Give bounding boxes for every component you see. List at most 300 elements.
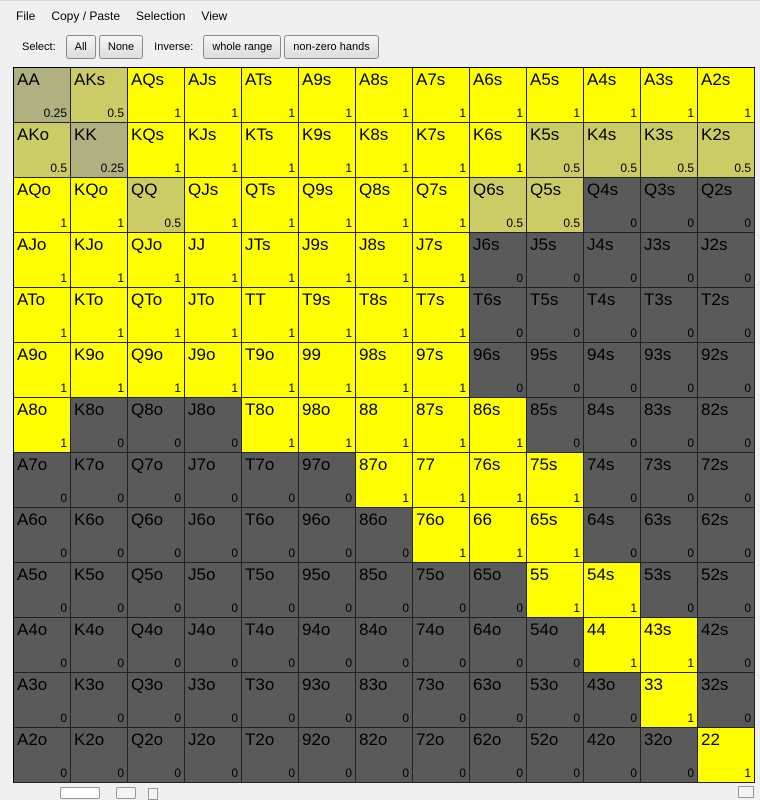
- hand-frequency: 1: [687, 106, 694, 120]
- hand-frequency: 1: [117, 381, 124, 395]
- hand-cell[interactable]: [698, 618, 755, 673]
- hand-label: JTs: [245, 235, 271, 254]
- hand-cell[interactable]: [413, 728, 470, 783]
- hand-cell[interactable]: [470, 123, 527, 178]
- hand-cell[interactable]: [413, 288, 470, 343]
- bottom-checkbox[interactable]: [148, 788, 158, 800]
- hand-frequency: 0: [288, 491, 295, 505]
- hand-cell[interactable]: [242, 563, 299, 618]
- hand-label: T2s: [701, 290, 730, 309]
- hand-cell[interactable]: [356, 398, 413, 453]
- hand-cell[interactable]: [698, 673, 755, 728]
- hand-cell[interactable]: [185, 123, 242, 178]
- bottom-input-field[interactable]: [60, 787, 100, 799]
- hand-frequency: 0: [573, 381, 580, 395]
- hand-frequency: 1: [345, 271, 352, 285]
- hand-label: 65o: [473, 565, 502, 584]
- hand-cell[interactable]: [71, 673, 128, 728]
- hand-label: A7o: [17, 455, 48, 474]
- hand-cell[interactable]: [71, 123, 128, 178]
- hand-cell[interactable]: [128, 343, 185, 398]
- hand-cell[interactable]: [128, 123, 185, 178]
- hand-label: K7o: [74, 455, 105, 474]
- hand-cell[interactable]: [356, 618, 413, 673]
- hand-frequency: 0: [117, 546, 124, 560]
- hand-frequency: 0: [231, 766, 238, 780]
- hand-cell[interactable]: [71, 618, 128, 673]
- hand-cell[interactable]: [185, 563, 242, 618]
- hand-cell[interactable]: [641, 123, 698, 178]
- menu-view[interactable]: View: [201, 8, 228, 23]
- hand-cell[interactable]: [299, 673, 356, 728]
- hand-cell[interactable]: [14, 728, 71, 783]
- hand-label: 84s: [587, 400, 615, 419]
- hand-cell[interactable]: [470, 178, 527, 233]
- hand-frequency: 1: [573, 546, 580, 560]
- hand-cell[interactable]: [14, 178, 71, 233]
- hand-cell[interactable]: [413, 233, 470, 288]
- hand-cell[interactable]: [242, 288, 299, 343]
- hand-label: 55: [530, 565, 549, 584]
- hand-cell[interactable]: [242, 68, 299, 123]
- hand-cell[interactable]: [641, 233, 698, 288]
- menu-copy-paste[interactable]: Copy / Paste: [51, 8, 121, 23]
- select-all-button[interactable]: All: [66, 35, 96, 59]
- hand-cell[interactable]: [185, 728, 242, 783]
- hand-cell[interactable]: [71, 233, 128, 288]
- hand-cell[interactable]: [14, 563, 71, 618]
- hand-cell[interactable]: [413, 453, 470, 508]
- hand-cell[interactable]: [470, 563, 527, 618]
- hand-label: 44: [587, 620, 606, 639]
- hand-cell[interactable]: [698, 123, 755, 178]
- hand-cell[interactable]: [413, 68, 470, 123]
- hand-frequency: 0: [60, 656, 67, 670]
- hand-cell[interactable]: [527, 728, 584, 783]
- hand-label: T5o: [245, 565, 275, 584]
- hand-label: TT: [245, 290, 266, 309]
- hand-label: 96s: [473, 345, 501, 364]
- hand-label: KQo: [74, 180, 109, 199]
- hand-label: 93o: [302, 675, 331, 694]
- hand-cell[interactable]: [527, 123, 584, 178]
- hand-label: K8s: [359, 125, 389, 144]
- hand-label: 32s: [701, 675, 729, 694]
- hand-label: J9s: [302, 235, 329, 254]
- hand-frequency: 0: [459, 711, 466, 725]
- hand-label: J4o: [188, 620, 216, 639]
- hand-label: T9o: [245, 345, 275, 364]
- hand-cell[interactable]: [71, 508, 128, 563]
- hand-cell[interactable]: [242, 233, 299, 288]
- bottom-right-button[interactable]: [738, 786, 754, 798]
- hand-frequency: 0.5: [164, 216, 181, 230]
- hand-cell[interactable]: [698, 178, 755, 233]
- hand-frequency: 0.5: [107, 106, 124, 120]
- hand-label: KTs: [245, 125, 274, 144]
- hand-cell[interactable]: [641, 508, 698, 563]
- hand-cell[interactable]: [242, 398, 299, 453]
- hand-label: AQs: [131, 70, 165, 89]
- hand-frequency: 1: [231, 326, 238, 340]
- hand-cell[interactable]: [14, 233, 71, 288]
- hand-cell[interactable]: [413, 343, 470, 398]
- hand-cell[interactable]: [470, 233, 527, 288]
- hand-label: 86o: [359, 510, 388, 529]
- hand-frequency: 1: [573, 106, 580, 120]
- hand-cell[interactable]: [128, 398, 185, 453]
- hand-cell[interactable]: [14, 288, 71, 343]
- hand-frequency: 0: [345, 546, 352, 560]
- hand-label: K4s: [587, 125, 617, 144]
- hand-cell[interactable]: [698, 508, 755, 563]
- hand-cell[interactable]: [584, 343, 641, 398]
- inverse-whole-range-button[interactable]: whole range: [203, 35, 281, 59]
- hand-frequency: 0: [345, 656, 352, 670]
- hand-cell[interactable]: [698, 288, 755, 343]
- hand-cell[interactable]: [527, 288, 584, 343]
- hand-cell[interactable]: [413, 398, 470, 453]
- hand-frequency: 0: [687, 546, 694, 560]
- hand-cell[interactable]: [698, 398, 755, 453]
- hand-cell[interactable]: [356, 673, 413, 728]
- hand-label: 52o: [530, 730, 559, 749]
- hand-cell[interactable]: [14, 123, 71, 178]
- hand-label: T3s: [644, 290, 673, 309]
- hand-cell[interactable]: [242, 178, 299, 233]
- hand-cell[interactable]: [584, 178, 641, 233]
- hand-cell[interactable]: [356, 343, 413, 398]
- hand-cell[interactable]: [185, 178, 242, 233]
- hand-label: K5s: [530, 125, 560, 144]
- hand-cell[interactable]: [128, 453, 185, 508]
- hand-frequency: 0: [174, 766, 181, 780]
- hand-label: K3o: [74, 675, 105, 694]
- hand-label: QQ: [131, 180, 158, 199]
- hand-cell[interactable]: [242, 343, 299, 398]
- hand-label: 73o: [416, 675, 445, 694]
- hand-cell[interactable]: [71, 178, 128, 233]
- hand-cell[interactable]: [584, 123, 641, 178]
- hand-cell[interactable]: [14, 673, 71, 728]
- hand-cell[interactable]: [470, 453, 527, 508]
- hand-cell[interactable]: [641, 178, 698, 233]
- hand-frequency: 0: [174, 711, 181, 725]
- hand-cell[interactable]: [299, 288, 356, 343]
- hand-cell[interactable]: [527, 673, 584, 728]
- hand-cell[interactable]: [185, 233, 242, 288]
- hand-cell[interactable]: [470, 398, 527, 453]
- hand-cell[interactable]: [242, 673, 299, 728]
- hand-cell[interactable]: [527, 343, 584, 398]
- hand-cell[interactable]: [71, 398, 128, 453]
- hand-label: K2s: [701, 125, 731, 144]
- hand-frequency: 0.5: [620, 161, 637, 175]
- hand-cell[interactable]: [584, 68, 641, 123]
- hand-label: A3o: [17, 675, 48, 694]
- hand-frequency: 1: [459, 326, 466, 340]
- hand-cell[interactable]: [14, 68, 71, 123]
- hand-cell[interactable]: [242, 453, 299, 508]
- hand-frequency: 0: [231, 601, 238, 615]
- hand-frequency: 0: [402, 656, 409, 670]
- hand-frequency: 0: [630, 711, 637, 725]
- hand-cell[interactable]: [299, 398, 356, 453]
- hand-frequency: 0: [288, 546, 295, 560]
- hand-label: 82s: [701, 400, 729, 419]
- hand-cell[interactable]: [698, 453, 755, 508]
- hand-cell[interactable]: [470, 343, 527, 398]
- hand-frequency: 1: [459, 436, 466, 450]
- hand-cell[interactable]: [71, 68, 128, 123]
- hand-cell[interactable]: [299, 453, 356, 508]
- hand-cell[interactable]: [128, 233, 185, 288]
- hand-cell[interactable]: [527, 398, 584, 453]
- hand-cell[interactable]: [641, 343, 698, 398]
- hand-label: Q7s: [416, 180, 448, 199]
- hand-frequency: 1: [630, 656, 637, 670]
- hand-frequency: 0: [687, 766, 694, 780]
- hand-label: A8o: [17, 400, 48, 419]
- hand-frequency: 1: [345, 326, 352, 340]
- hand-cell[interactable]: [185, 673, 242, 728]
- hand-cell[interactable]: [641, 288, 698, 343]
- hand-frequency: 0: [573, 766, 580, 780]
- hand-cell[interactable]: [470, 288, 527, 343]
- hand-cell[interactable]: [413, 178, 470, 233]
- hand-frequency: 0: [60, 711, 67, 725]
- hand-frequency: 1: [174, 161, 181, 175]
- hand-frequency: 0.5: [734, 161, 751, 175]
- hand-cell[interactable]: [14, 398, 71, 453]
- inverse-nonzero-hands-button[interactable]: non-zero hands: [284, 35, 378, 59]
- hand-cell[interactable]: [356, 288, 413, 343]
- hand-label: 98s: [359, 345, 387, 364]
- hand-frequency: 0: [117, 766, 124, 780]
- hand-frequency: 0: [231, 711, 238, 725]
- hand-cell[interactable]: [356, 233, 413, 288]
- hand-cell[interactable]: [698, 233, 755, 288]
- hand-frequency: 1: [174, 106, 181, 120]
- hand-frequency: 0: [744, 436, 751, 450]
- hand-label: AKs: [74, 70, 106, 89]
- hand-cell[interactable]: [185, 453, 242, 508]
- hand-label: 88: [359, 400, 378, 419]
- hand-frequency: 0: [231, 436, 238, 450]
- bottom-button[interactable]: [116, 787, 136, 799]
- hand-cell[interactable]: [299, 343, 356, 398]
- hand-frequency: 1: [288, 216, 295, 230]
- hand-label: 97o: [302, 455, 331, 474]
- hand-label: A9s: [302, 70, 332, 89]
- hand-cell[interactable]: [71, 343, 128, 398]
- hand-cell[interactable]: [641, 673, 698, 728]
- hand-cell[interactable]: [527, 178, 584, 233]
- hand-frequency: 1: [345, 106, 352, 120]
- menu-file[interactable]: File: [16, 8, 36, 23]
- hand-label: 66: [473, 510, 492, 529]
- hand-cell[interactable]: [128, 618, 185, 673]
- hand-cell[interactable]: [413, 563, 470, 618]
- hand-cell[interactable]: [299, 728, 356, 783]
- hand-cell[interactable]: [128, 728, 185, 783]
- hand-cell[interactable]: [128, 68, 185, 123]
- hand-cell[interactable]: [71, 563, 128, 618]
- hand-cell[interactable]: [641, 618, 698, 673]
- hand-cell[interactable]: [242, 618, 299, 673]
- hand-frequency: 1: [687, 711, 694, 725]
- hand-cell[interactable]: [470, 673, 527, 728]
- hand-cell[interactable]: [584, 508, 641, 563]
- hand-frequency: 1: [60, 436, 67, 450]
- hand-frequency: 0: [687, 601, 694, 615]
- hand-frequency: 0: [516, 656, 523, 670]
- hand-cell[interactable]: [584, 398, 641, 453]
- hand-cell[interactable]: [185, 68, 242, 123]
- hand-cell[interactable]: [71, 453, 128, 508]
- hand-cell[interactable]: [584, 673, 641, 728]
- hand-frequency: 1: [630, 601, 637, 615]
- hand-frequency: 0: [744, 711, 751, 725]
- hand-cell[interactable]: [641, 68, 698, 123]
- hand-cell[interactable]: [641, 453, 698, 508]
- select-none-button[interactable]: None: [99, 35, 143, 59]
- hand-label: 65s: [530, 510, 558, 529]
- hand-frequency: 0.5: [506, 216, 523, 230]
- hand-cell[interactable]: [14, 508, 71, 563]
- hand-cell[interactable]: [299, 178, 356, 233]
- hand-label: T3o: [245, 675, 275, 694]
- hand-label: K7s: [416, 125, 446, 144]
- hand-label: T7o: [245, 455, 275, 474]
- hand-cell[interactable]: [356, 563, 413, 618]
- hand-cell[interactable]: [71, 288, 128, 343]
- hand-label: T8o: [245, 400, 275, 419]
- selection-toolbar: [0, 34, 760, 60]
- hand-cell[interactable]: [413, 618, 470, 673]
- hand-cell[interactable]: [299, 563, 356, 618]
- hand-frequency: 0.25: [100, 161, 124, 175]
- hand-cell[interactable]: [299, 508, 356, 563]
- hand-frequency: 1: [630, 106, 637, 120]
- hand-cell[interactable]: [299, 618, 356, 673]
- hand-cell[interactable]: [14, 453, 71, 508]
- hand-cell[interactable]: [242, 728, 299, 783]
- hand-cell[interactable]: [185, 343, 242, 398]
- hand-label: K6s: [473, 125, 503, 144]
- hand-cell[interactable]: [698, 563, 755, 618]
- hand-cell[interactable]: [698, 343, 755, 398]
- hand-cell[interactable]: [584, 233, 641, 288]
- hand-frequency: 0.25: [43, 106, 67, 120]
- hand-cell[interactable]: [413, 123, 470, 178]
- hand-label: K2o: [74, 730, 105, 749]
- hand-cell[interactable]: [128, 563, 185, 618]
- hand-cell[interactable]: [185, 618, 242, 673]
- hand-frequency: 1: [459, 491, 466, 505]
- hand-cell[interactable]: [527, 618, 584, 673]
- hand-cell[interactable]: [584, 453, 641, 508]
- hand-cell[interactable]: [71, 728, 128, 783]
- hand-cell[interactable]: [14, 618, 71, 673]
- hand-cell[interactable]: [356, 178, 413, 233]
- hand-label: QTs: [245, 180, 276, 199]
- hand-cell[interactable]: [470, 728, 527, 783]
- hand-label: KK: [74, 125, 97, 144]
- hand-cell[interactable]: [14, 343, 71, 398]
- hand-label: 94o: [302, 620, 331, 639]
- hand-cell[interactable]: [584, 563, 641, 618]
- hand-cell[interactable]: [584, 288, 641, 343]
- menu-selection[interactable]: Selection: [136, 8, 186, 23]
- hand-cell[interactable]: [470, 618, 527, 673]
- hand-cell[interactable]: [185, 288, 242, 343]
- bottom-controls-strip: [0, 784, 760, 792]
- hand-cell[interactable]: [641, 563, 698, 618]
- hand-label: 98o: [302, 400, 331, 419]
- hand-cell[interactable]: [356, 453, 413, 508]
- hand-frequency: 0: [117, 711, 124, 725]
- hand-frequency: 1: [402, 491, 409, 505]
- hand-cell[interactable]: [413, 508, 470, 563]
- hand-cell[interactable]: [356, 68, 413, 123]
- hand-cell[interactable]: [128, 288, 185, 343]
- hand-cell[interactable]: [527, 233, 584, 288]
- hand-label: 72o: [416, 730, 445, 749]
- hand-cell[interactable]: [356, 508, 413, 563]
- hand-cell[interactable]: [527, 68, 584, 123]
- hand-cell[interactable]: [299, 123, 356, 178]
- hand-frequency: 1: [117, 326, 124, 340]
- hand-cell[interactable]: [584, 728, 641, 783]
- hand-frequency: 0: [573, 656, 580, 670]
- hand-cell[interactable]: [527, 563, 584, 618]
- hand-cell[interactable]: [242, 123, 299, 178]
- hand-label: Q6o: [131, 510, 164, 529]
- hand-cell[interactable]: [356, 123, 413, 178]
- hand-cell[interactable]: [470, 508, 527, 563]
- hand-frequency: 1: [288, 106, 295, 120]
- hand-cell[interactable]: [185, 398, 242, 453]
- hand-label: 43s: [644, 620, 672, 639]
- hand-frequency: 1: [174, 381, 181, 395]
- hand-cell[interactable]: [128, 673, 185, 728]
- hand-cell[interactable]: [641, 398, 698, 453]
- hand-cell[interactable]: [128, 508, 185, 563]
- hand-cell[interactable]: [185, 508, 242, 563]
- hand-label: 96o: [302, 510, 331, 529]
- hand-frequency: 1: [516, 491, 523, 505]
- hand-cell[interactable]: [527, 508, 584, 563]
- hand-cell[interactable]: [641, 728, 698, 783]
- hand-cell[interactable]: [413, 673, 470, 728]
- hand-frequency: 1: [459, 161, 466, 175]
- hand-cell[interactable]: [299, 68, 356, 123]
- hand-cell[interactable]: [356, 728, 413, 783]
- hand-cell[interactable]: [698, 728, 755, 783]
- hand-cell[interactable]: [527, 453, 584, 508]
- hand-cell[interactable]: [698, 68, 755, 123]
- hand-cell[interactable]: [242, 508, 299, 563]
- hand-cell[interactable]: [128, 178, 185, 233]
- hand-cell[interactable]: [584, 618, 641, 673]
- hand-cell[interactable]: [470, 68, 527, 123]
- hand-label: 74s: [587, 455, 615, 474]
- hand-frequency: 0: [117, 656, 124, 670]
- hand-frequency: 1: [60, 271, 67, 285]
- hand-cell[interactable]: [299, 233, 356, 288]
- hand-frequency: 0.5: [563, 216, 580, 230]
